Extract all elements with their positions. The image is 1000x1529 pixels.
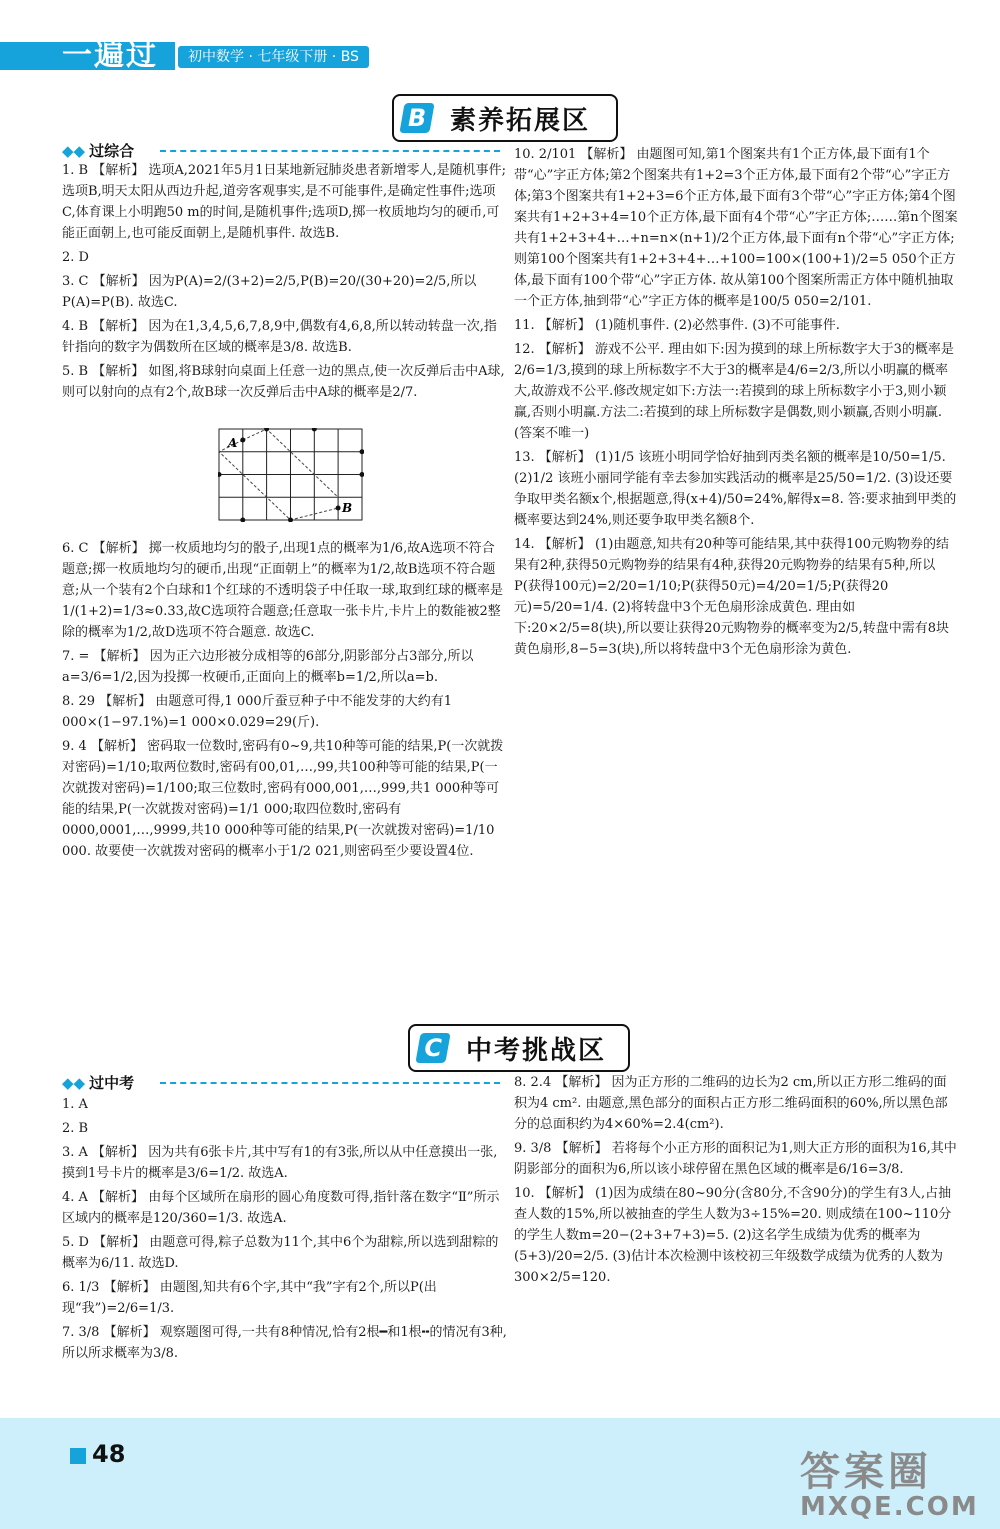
section-b-badge: B	[399, 103, 434, 133]
section-c-right-column	[514, 1072, 958, 1291]
answer-item: 5. B 【解析】 如图,将B球射向桌面上任意一边的黑点,使一次反弹后击中A球,则可以射向的点有2个,故B球一次反弹后击中A球的概率是2/7.	[62, 364, 505, 400]
section-b-banner	[392, 94, 618, 142]
answer-item: 9. 4 【解析】 密码取一位数时,密码有0~9,共10种等可能的结果,P(一次就拨对密码)=1/10;取两位数时,密码有00,01,…,99,共100种等可能的结果,P(一次就拨对密码)=1/100;取三位数时,密码有000,001,…,999,共1 000种等可能的结果,P(一次就拨对密码)=1/1 000;取四位数时,密码有0000,0001,…,9999,共10 000种等可能的结果,P(一次就拨对密码)=1/10 000. 故要使一次就拨对密码的概率小于1/2 021,则密码至少要设置4位.	[62, 739, 504, 859]
answer-item: 12. 【解析】 游戏不公平. 理由如下:因为摸到的球上所标数字大于3的概率是2/6=1/3,摸到的球上所标数字不大于3的概率是4/6=2/3,所以小明赢的概率大,故游戏不公平.修改规定如下:方法一:若摸到的球上所标数字小于3,则小颖赢,否则小明赢.方法二:若摸到的球上所标数字是偶数,则小颖赢,否则小明赢.(答案不唯一)	[514, 342, 954, 441]
page-header	[0, 0, 1000, 80]
answer-item: 2. B	[62, 1121, 89, 1136]
section-b-title: 素养拓展区	[450, 105, 591, 136]
divider	[160, 1082, 500, 1084]
section-c-title: 中考挑战区	[466, 1035, 607, 1066]
answer-item: 10. 【解析】 (1)因为成绩在80~90分(含80分,不含90分)的学生有3人,占抽查人数的15%,所以被抽查的学生人数为3÷15%=20. 则成绩在100~110分的学生人数m=20−(2+3+7+3)=5. (2)这名学生成绩为优秀的概率为(5+3)/20=2/5. (3)估计本次检测中该校初三年级数学成绩为优秀的人数为300×2/5=120.	[514, 1186, 952, 1285]
answer-item: 3. A 【解析】 因为共有6张卡片,其中写有1的有3张,所以从中任意摸出一张,摸到1号卡片的概率是3/6=1/2. 故选A.	[62, 1145, 498, 1181]
subject-tag: 初中数学 · 七年级下册 · BS	[178, 46, 369, 68]
brand-logo: 一遍过	[62, 38, 158, 73]
answer-item: 8. 2.4 【解析】 因为正方形的二维码的边长为2 cm,所以正方形二维码的面积为4 cm². 由题意,黑色部分的面积占正方形二维码面积的60%,所以黑色部分的总面积约为4×60%=2.4(cm²).	[514, 1075, 948, 1132]
section-b-label: ◆◆ 过综合	[62, 142, 135, 160]
answer-item: 4. A 【解析】 由每个区域所在扇形的圆心角度数可得,指针落在数字“Ⅱ”所示区域内的概率是120/360=1/3. 故选A.	[62, 1190, 500, 1226]
answer-item: 11. 【解析】 (1)随机事件. (2)必然事件. (3)不可能事件.	[514, 318, 840, 333]
billiard-grid-figure	[218, 428, 364, 522]
answer-item: 13. 【解析】 (1)1/5 该班小明同学恰好抽到丙类名额的概率是10/50=1/5. (2)1/2 该班小丽同学能有幸去参加实践活动的概率是25/50=1/2. (3)设还要争取甲类名额x个,根据题意,得(x+4)/50=24%,解得x=8. 答:要求抽到甲类的概率要达到24%,则还要争取甲类名额8个.	[514, 450, 957, 528]
page-marker	[70, 1448, 86, 1464]
section-b-left-column	[62, 160, 507, 406]
page-number: 48	[92, 1440, 126, 1468]
section-b-left-column-2	[62, 538, 507, 865]
answer-item: 8. 29 【解析】 由题意可得,1 000斤蚕豆种子中不能发芽的大约有1 000×(1−97.1%)=1 000×0.029=29(斤).	[62, 694, 452, 730]
divider	[160, 150, 500, 152]
answer-item: 1. B 【解析】 选项A,2021年5月1日某地新冠肺炎患者新增零人,是随机事件;选项B,明天太阳从西边升起,道旁客观事实,是不可能事件,是确定性事件;选项C,体育课上小明跑50 m的时间,是随机事件;选项D,掷一枚质地均匀的硬币,可能正面朝上,也可能反面朝上,是随机事件. 故选B.	[62, 163, 507, 241]
wing-icon: ◆◆	[62, 1074, 86, 1092]
section-b-right-column	[514, 144, 958, 663]
answer-item: 3. C 【解析】 因为P(A)=2/(3+2)=2/5,P(B)=20/(30+20)=2/5,所以P(A)=P(B). 故选C.	[62, 274, 477, 310]
answer-item: 1. A	[62, 1097, 88, 1112]
answer-item: 5. D 【解析】 由题意可得,粽子总数为11个,其中6个为甜粽,所以选到甜粽的概率为6/11. 故选D.	[62, 1235, 499, 1271]
section-c-badge: C	[415, 1033, 450, 1063]
answer-item: 10. 2/101 【解析】 由题图可知,第1个图案共有1个正方体,最下面有1个带“心”字正方体;第2个图案共有1+2=3个正方体,最下面有2个带“心”字正方体;第3个图案共有1+2+3=6个正方体,最下面有3个带“心”字正方体;第4个图案共有1+2+3+4=10个正方体,最下面有4个带“心”字正方体;……第n个图案共有1+2+3+4+…+n=n×(n+1)/2个正方体,最下面有n个带“心”字正方体;则第100个图案共有1+2+3+4+…+100=100×(100+1)/2=5 050个正方体,最下面有100个带“心”字正方体. 故从第100个图案所需正方体中随机抽取一个正方体,抽到带“心”字正方体的概率是100/5 050=2/101.	[514, 147, 958, 309]
answer-item: 2. D	[62, 250, 89, 265]
wing-icon: ◆◆	[62, 142, 86, 160]
section-c-banner	[408, 1024, 630, 1072]
section-c-left-column	[62, 1094, 507, 1367]
answer-item: 4. B 【解析】 因为在1,3,4,5,6,7,8,9中,偶数有4,6,8,所以转动转盘一次,指针指向的数字为偶数所在区域的概率是3/8. 故选B.	[62, 319, 497, 355]
answer-item: 7. 3/8 【解析】 观察题图可得,一共有8种情况,恰有2根━和1根╍的情况有3种,所以所求概率为3/8.	[62, 1325, 507, 1361]
watermark-url: MXQE.COM	[800, 1492, 979, 1522]
answer-item: 9. 3/8 【解析】 若将每个小正方形的面积记为1,则大正方形的面积为16,其中阴影部分的面积为6,所以该小球停留在黑色区域的概率是6/16=3/8.	[514, 1141, 957, 1177]
answer-item: 6. C 【解析】 掷一枚质地均匀的骰子,出现1点的概率为1/6,故A选项不符合题意;掷一枚质地均匀的硬币,出现“正面朝上”的概率为1/2,故B选项不符合题意;从一个装有2个白球和1个红球的不透明袋子中任取一球,取到红球的概率是1/(1+2)=1/3≈0.33,故C选项符合题意;任意取一张卡片,卡片上的数能被2整除的概率为1/2,故D选项不符合题意. 故选C.	[62, 541, 504, 640]
ball-b-label: B	[342, 501, 353, 515]
watermark-logo: 答案圈	[800, 1449, 932, 1495]
section-c-label: ◆◆ 过中考	[62, 1074, 135, 1092]
answer-item: 6. 1/3 【解析】 由题图,知共有6个字,其中“我”字有2个,所以P(出现“我”)=2/6=1/3.	[62, 1280, 437, 1316]
answer-item: 7. = 【解析】 因为正六边形被分成相等的6部分,阴影部分占3部分,所以a=3/6=1/2,因为投掷一枚硬币,正面向上的概率b=1/2,所以a=b.	[62, 649, 474, 685]
ball-a-label: A	[228, 436, 238, 450]
answer-item: 14. 【解析】 (1)由题意,知共有20种等可能结果,其中获得100元购物券的结果有2种,获得50元购物券的结果有4种,获得20元购物券的结果有5种,所以P(获得100元)=2/20=1/10;P(获得50元)=4/20=1/5;P(获得20元)=5/20=1/4. (2)将转盘中3个无色扇形涂成黄色. 理由如下:20×2/5=8(块),所以要让获得20元购物券的概率变为2/5,转盘中需有8块黄色扇形,8−5=3(块),所以将转盘中3个无色扇形涂为黄色.	[514, 537, 950, 657]
